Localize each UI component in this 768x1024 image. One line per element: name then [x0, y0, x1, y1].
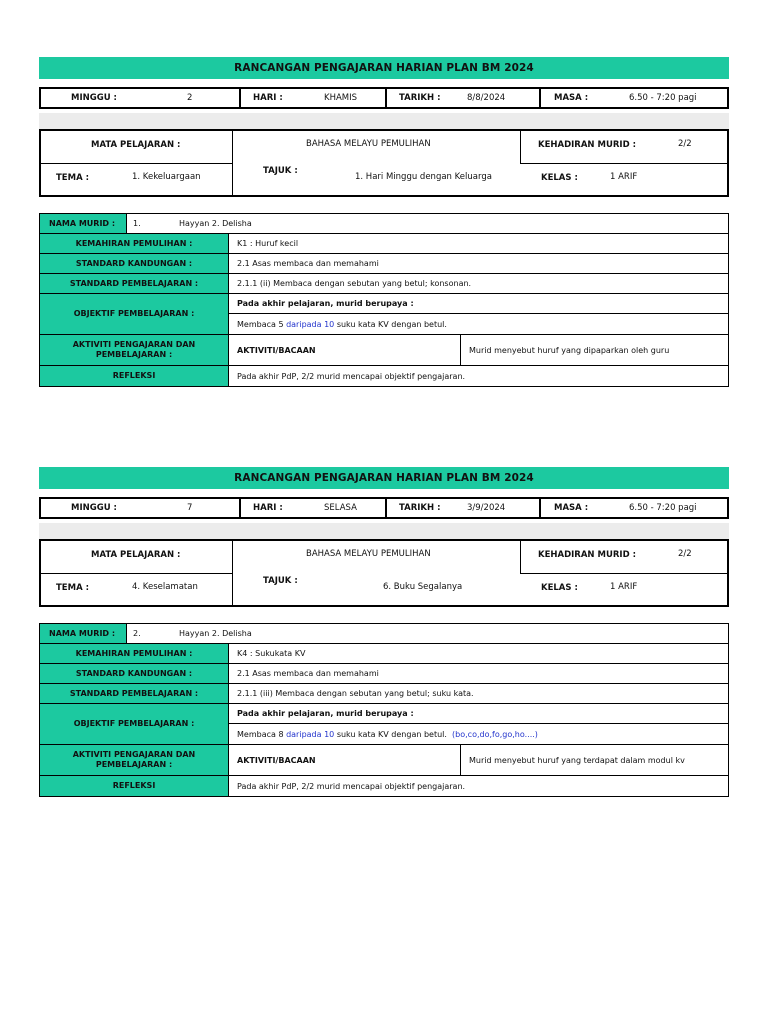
standard-kandungan-row [40, 254, 728, 274]
tarikh-label: TARIKH : [399, 503, 441, 513]
hari-value: KHAMIS [324, 93, 358, 103]
tajuk-value: 6. Buku Segalanya [383, 582, 463, 592]
kemahiran-value: K1 : Huruf kecil [237, 239, 299, 248]
lesson-details [39, 623, 729, 797]
nama-murid-value: Hayyan 2. Delisha [179, 629, 252, 638]
tarikh-value: 3/9/2024 [467, 503, 506, 513]
nama-murid-number: 2. [133, 629, 141, 638]
tarikh-label: TARIKH : [399, 93, 441, 103]
objektif-extra: (bo,co,do,fo,go,ho....) [452, 729, 538, 739]
kemahiran-row [40, 644, 728, 664]
kehadiran-value: 2/2 [678, 139, 692, 149]
kehadiran-label: KEHADIRAN MURID : [538, 140, 636, 150]
mata-pelajaran-label: MATA PELAJARAN : [91, 140, 181, 150]
objektif-intro: Pada akhir pelajaran, murid berupaya : [229, 704, 728, 724]
kehadiran-label: KEHADIRAN MURID : [538, 550, 636, 560]
standard-pembelajaran-label: STANDARD PEMBELAJARAN : [40, 274, 229, 293]
objektif-row [40, 704, 728, 745]
mata-pelajaran-label: MATA PELAJARAN : [91, 550, 181, 560]
standard-pembelajaran-row [40, 274, 728, 294]
aktiviti-row [40, 745, 728, 776]
refleksi-value: Pada akhir PdP, 2/2 murid mencapai objektif pengajaran. [237, 371, 466, 381]
standard-pembelajaran-label: STANDARD PEMBELAJARAN : [40, 684, 229, 703]
objektif-pre: Membaca 5 [237, 319, 284, 329]
refleksi-row [40, 776, 728, 796]
nama-murid-number: 1. [133, 219, 141, 228]
standard-kandungan-row [40, 664, 728, 684]
standard-kandungan-value: 2.1 Asas membaca dan memahami [237, 259, 379, 268]
aktiviti-label: AKTIVITI PENGAJARAN DAN PEMBELAJARAN : [40, 335, 229, 365]
kemahiran-label: KEMAHIRAN PEMULIHAN : [40, 644, 229, 663]
objektif-label: OBJEKTIF PEMBELAJARAN : [40, 294, 229, 334]
tema-value: 1. Kekeluargaan [132, 172, 201, 182]
standard-kandungan-value: 2.1 Asas membaca dan memahami [237, 669, 379, 678]
hari-value: SELASA [324, 503, 357, 513]
lesson-details [39, 213, 729, 387]
lesson-plan-2 [39, 467, 729, 797]
objektif-highlight: daripada 10 [286, 319, 335, 329]
objektif-post: suku kata KV dengan betul. [336, 319, 447, 329]
tajuk-label: TAJUK : [263, 576, 298, 586]
minggu-value: 7 [187, 503, 193, 513]
plan-title: RANCANGAN PENGAJARAN HARIAN PLAN BM 2024 [39, 467, 729, 489]
kemahiran-label: KEMAHIRAN PEMULIHAN : [40, 234, 229, 253]
refleksi-label: REFLEKSI [40, 776, 229, 796]
mata-pelajaran-value: BAHASA MELAYU PEMULIHAN [306, 139, 431, 149]
standard-kandungan-label: STANDARD KANDUNGAN : [40, 664, 229, 683]
minggu-label: MINGGU : [71, 93, 117, 103]
standard-pembelajaran-row [40, 684, 728, 704]
tarikh-value: 8/8/2024 [467, 93, 506, 103]
tema-label: TEMA : [56, 583, 89, 593]
standard-pembelajaran-value: 2.1.1 (iii) Membaca dengan sebutan yang betul; suku kata. [237, 689, 474, 698]
kemahiran-value: K4 : Sukukata KV [237, 649, 306, 658]
standard-pembelajaran-value: 2.1.1 (ii) Membaca dengan sebutan yang betul; konsonan. [237, 279, 472, 288]
minggu-value: 2 [187, 93, 193, 103]
kelas-value: 1 ARIF [610, 172, 638, 182]
kehadiran-value: 2/2 [678, 549, 692, 559]
subject-info [39, 539, 729, 607]
aktiviti-head: AKTIVITI/BACAAN [229, 745, 461, 775]
masa-value: 6.50 - 7:20 pagi [629, 503, 697, 513]
masa-label: MASA : [554, 503, 589, 513]
aktiviti-head: AKTIVITI/BACAAN [229, 335, 461, 365]
kelas-label: KELAS : [541, 583, 578, 593]
aktiviti-value: Murid menyebut huruf yang dipaparkan oleh guru [469, 345, 670, 355]
nama-murid-row [40, 214, 728, 234]
minggu-label: MINGGU : [71, 503, 117, 513]
schedule-row [39, 87, 729, 109]
masa-value: 6.50 - 7:20 pagi [629, 93, 697, 103]
objektif-label: OBJEKTIF PEMBELAJARAN : [40, 704, 229, 744]
objektif-intro: Pada akhir pelajaran, murid berupaya : [229, 294, 728, 314]
aktiviti-value: Murid menyebut huruf yang terdapat dalam modul kv [469, 755, 685, 765]
tajuk-label: TAJUK : [263, 166, 298, 176]
tema-value: 4. Keselamatan [132, 582, 198, 592]
schedule-row [39, 497, 729, 519]
masa-label: MASA : [554, 93, 589, 103]
objektif-highlight: daripada 10 [286, 729, 335, 739]
kelas-value: 1 ARIF [610, 582, 638, 592]
kemahiran-row [40, 234, 728, 254]
aktiviti-label: AKTIVITI PENGAJARAN DAN PEMBELAJARAN : [40, 745, 229, 775]
refleksi-value: Pada akhir PdP, 2/2 murid mencapai objektif pengajaran. [237, 781, 466, 791]
kelas-label: KELAS : [541, 173, 578, 183]
nama-murid-value: Hayyan 2. Delisha [179, 219, 252, 228]
hari-label: HARI : [253, 503, 283, 513]
lesson-plan-1 [39, 57, 729, 387]
mata-pelajaran-value: BAHASA MELAYU PEMULIHAN [306, 549, 431, 559]
aktiviti-row [40, 335, 728, 366]
nama-murid-label: NAMA MURID : [40, 214, 127, 233]
hari-label: HARI : [253, 93, 283, 103]
objektif-text [229, 314, 728, 334]
subject-info [39, 129, 729, 197]
standard-kandungan-label: STANDARD KANDUNGAN : [40, 254, 229, 273]
objektif-post: suku kata KV dengan betul. [336, 729, 447, 739]
tajuk-value: 1. Hari Minggu dengan Keluarga [355, 172, 492, 182]
nama-murid-label: NAMA MURID : [40, 624, 127, 643]
refleksi-label: REFLEKSI [40, 366, 229, 386]
tema-label: TEMA : [56, 173, 89, 183]
objektif-text [229, 724, 728, 744]
nama-murid-row [40, 624, 728, 644]
refleksi-row [40, 366, 728, 386]
plan-title: RANCANGAN PENGAJARAN HARIAN PLAN BM 2024 [39, 57, 729, 79]
objektif-row [40, 294, 728, 335]
objektif-pre: Membaca 8 [237, 729, 284, 739]
